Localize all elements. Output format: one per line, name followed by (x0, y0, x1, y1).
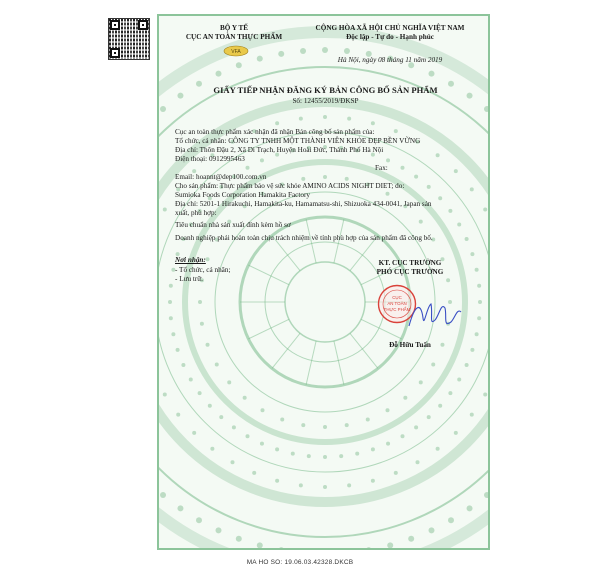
department-logo (223, 45, 249, 57)
document-number: Số: 12455/2019/ĐKSP (292, 97, 359, 105)
department-name: CỤC AN TOÀN THỰC PHẨM (185, 33, 283, 41)
phone-line: Điện thoại: 0912995463 (175, 155, 245, 163)
signer-role-1: KT. CỤC TRƯỞNG (378, 259, 442, 267)
svg-text:VFA: VFA (231, 49, 241, 55)
intro-text: Cục an toàn thực phẩm xác nhận đã nhận Bản công bố sản phẩm của: (175, 128, 375, 136)
date-line: Hà Nội, ngày 08 tháng 11 năm 2019 (337, 56, 443, 64)
dossier-code: MA HO SO: 19.06.03.42328.DKCB (246, 559, 354, 566)
qr-code (108, 18, 150, 60)
stamp-text-2: AN TOÀN (387, 301, 407, 306)
recipients-title: Nơi nhận: (175, 256, 206, 264)
product-line: Cho sản phẩm: Thực phẩm bảo vệ sức khỏe AMINO ACIDS NIGHT DIET; do: (175, 182, 405, 190)
email-line: Email: hoannt@dep100.com.vn (175, 173, 267, 181)
document-title: GIẤY TIẾP NHẬN ĐĂNG KÝ BẢN CÔNG BỐ SẢN PHẨM (213, 85, 438, 95)
recipient-item: - Tổ chức, cá nhân; (175, 266, 231, 274)
stamp-text-1: CỤC (392, 295, 402, 300)
maker-address-1: Địa chỉ: 5201-1 Hirakuchi, Hamakita-ku, Hamamatsu-shi, Shizuoka 434-0041, Japan sản (175, 200, 432, 208)
motto: Độc lập - Tự do - Hạnh phúc (346, 33, 434, 41)
ministry-name: BỘ Y TẾ (219, 24, 249, 32)
address-line: Địa chỉ: Thôn Đậu 2, Xã Di Trạch, Huyện Hoài Đức, Thành Phố Hà Nội (175, 146, 384, 154)
signer-name: Đỗ Hữu Tuấn (389, 341, 431, 349)
maker-address-2: xuất, phù hợp: (175, 209, 217, 217)
recipient-item: - Lưu trữ. (175, 275, 203, 283)
responsibility-line: Doanh nghiệp phải hoàn toàn chịu trách nhiệm về tính phù hợp của sản phẩm đã công bố. (175, 234, 433, 242)
signature (405, 296, 465, 336)
stamp-text-3: THỰC PHẨM (383, 307, 411, 312)
country-name: CỘNG HÒA XÃ HỘI CHỦ NGHĨA VIỆT NAM (315, 24, 465, 32)
standard-line: Tiêu chuẩn nhà sản xuất đính kèm hồ sơ (175, 221, 291, 229)
org-line: Tổ chức, cá nhân: CÔNG TY TNHH MỘT THÀNH VIÊN KHỎE ĐẸP BỀN VỮNG (175, 137, 421, 145)
signer-role-2: PHÓ CỤC TRƯỞNG (376, 268, 444, 276)
certificate (157, 14, 490, 550)
maker-name: Sumioka Foods Corporation Hamakita Factory (175, 191, 310, 199)
fax-line: Fax: (375, 164, 388, 172)
